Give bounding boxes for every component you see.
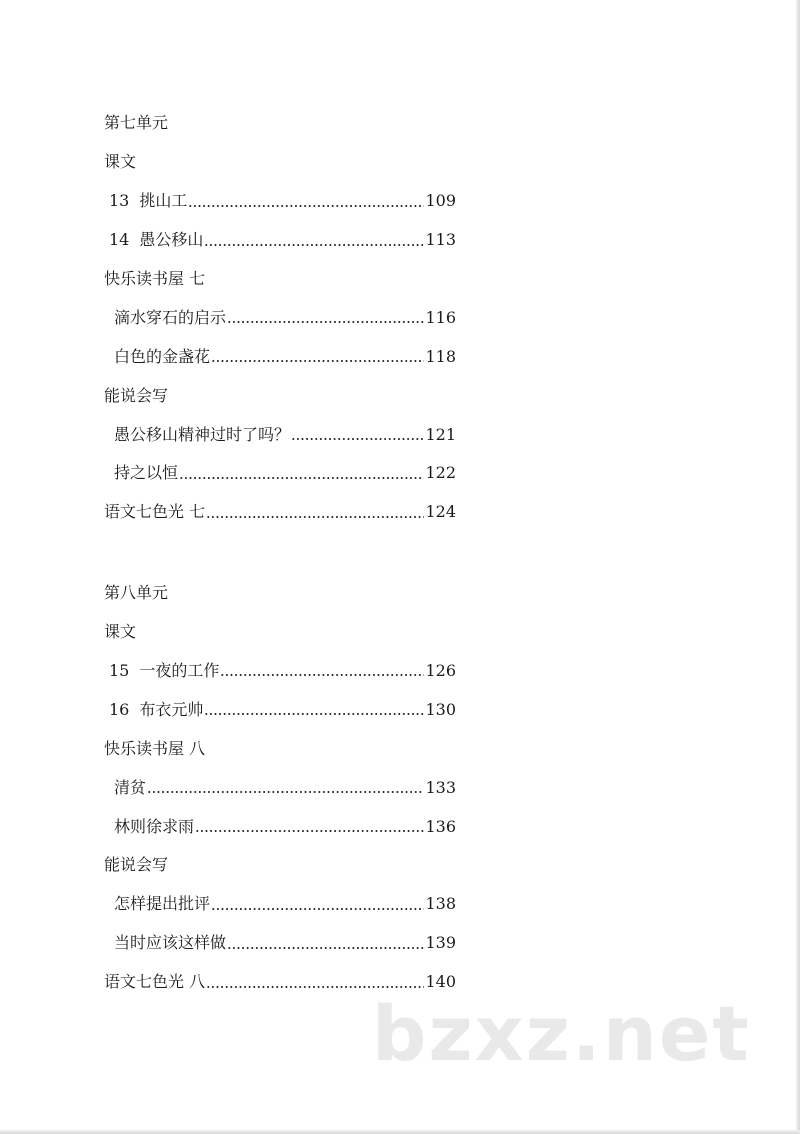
section-label: 能说会写: [104, 385, 169, 405]
section-label: 快乐读书屋 八: [104, 738, 206, 758]
dot-leader: [291, 437, 424, 441]
toc-entry[interactable]: [104, 885, 456, 924]
unit-heading: 第七单元: [104, 113, 169, 133]
page-edge-right: [796, 0, 800, 1134]
dot-leader: [147, 790, 424, 794]
toc-entry[interactable]: [104, 337, 456, 376]
page-number: 121: [425, 424, 456, 444]
entry-title: 愚公移山: [139, 230, 204, 250]
dot-leader: [211, 907, 424, 911]
entry-title: 滴水穿石的启示: [114, 307, 227, 327]
unit-seven: [104, 104, 464, 532]
entry-title: 当时应该这样做: [114, 933, 227, 953]
toc-entry[interactable]: [104, 807, 456, 846]
page-number: 124: [425, 502, 456, 522]
unit-eight: [104, 574, 464, 1002]
toc-entry[interactable]: [104, 690, 456, 729]
entry-title: 挑山工: [139, 191, 188, 211]
entry-title: 怎样提出批评: [114, 894, 211, 914]
dot-leader: [188, 204, 424, 208]
table-of-contents: [104, 104, 464, 1044]
page-number: 138: [425, 894, 456, 914]
toc-entry[interactable]: [104, 298, 456, 337]
lesson-number: 16: [109, 699, 130, 719]
unit-heading: 第八单元: [104, 583, 169, 603]
page-number: 109: [425, 191, 456, 211]
dot-leader: [206, 985, 424, 989]
page-number: 116: [425, 307, 456, 327]
toc-entry[interactable]: [104, 768, 456, 807]
toc-entry[interactable]: [104, 221, 456, 260]
page-number: 126: [425, 661, 456, 681]
entry-title: 持之以恒: [114, 463, 179, 483]
page-number: 113: [425, 230, 456, 250]
entry-title: 愚公移山精神过时了吗？: [114, 424, 291, 444]
page-number: 130: [425, 699, 456, 719]
page-edge-bottom: [0, 1130, 800, 1134]
dot-leader: [204, 712, 424, 716]
lesson-number: 15: [109, 661, 130, 681]
toc-entry[interactable]: [104, 652, 456, 691]
page-number: 118: [425, 346, 456, 366]
page-number: 136: [425, 816, 456, 836]
dot-leader: [211, 359, 424, 363]
page-number: 133: [425, 777, 456, 797]
toc-entry[interactable]: [104, 454, 456, 493]
dot-leader: [195, 829, 424, 833]
entry-title: 一夜的工作: [139, 661, 220, 681]
lesson-number: 13: [109, 191, 130, 211]
section-label: 快乐读书屋 七: [104, 269, 206, 288]
toc-entry[interactable]: [104, 924, 456, 963]
section-label: 课文: [104, 152, 137, 172]
entry-title: 布衣元帅: [139, 699, 204, 719]
watermark: bzxz.net: [372, 989, 751, 1078]
toc-entry[interactable]: [104, 415, 456, 454]
dot-leader: [204, 243, 424, 247]
dot-leader: [206, 515, 424, 519]
dot-leader: [227, 946, 424, 950]
entry-title: 语文七色光 七: [104, 502, 206, 522]
entry-title: 白色的金盏花: [114, 346, 211, 366]
entry-title: 林则徐求雨: [114, 816, 195, 836]
dot-leader: [227, 320, 424, 324]
page-number: 122: [425, 463, 456, 483]
section-label: 能说会写: [104, 855, 169, 875]
lesson-number: 14: [109, 230, 130, 250]
entry-title: 语文七色光 八: [104, 972, 206, 992]
page-number: 140: [425, 972, 456, 992]
dot-leader: [220, 673, 424, 677]
entry-title: 清贫: [114, 777, 147, 797]
section-label: 课文: [104, 622, 137, 642]
toc-entry-closing[interactable]: [104, 493, 456, 532]
dot-leader: [179, 476, 424, 480]
page-number: 139: [425, 933, 456, 953]
toc-entry[interactable]: [104, 182, 456, 221]
